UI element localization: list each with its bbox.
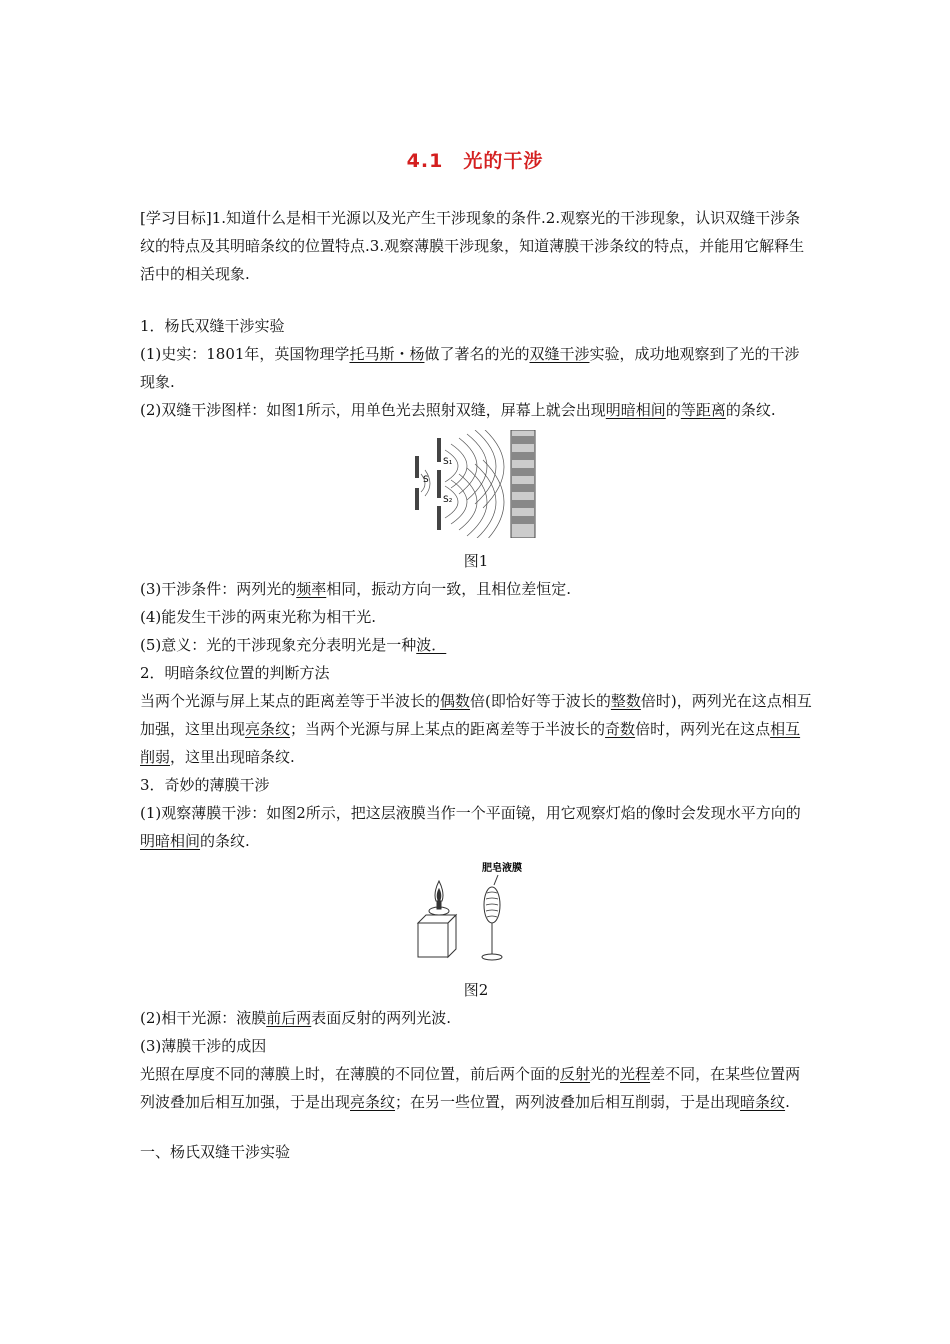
answer-blank: 明暗相间	[140, 832, 201, 850]
learning-objectives	[140, 204, 812, 288]
text-run: 当两个光源与屏上某点的距离差等于半波长的	[140, 692, 441, 710]
slit-barrier-middle	[437, 470, 441, 498]
slit-barrier-top	[437, 438, 441, 462]
s1-paragraph-4: (4)能发生干涉的两束光称为相干光.	[140, 608, 377, 626]
text-run: 光照在厚度不同的薄膜上时，在薄膜的不同位置，前后两个面的	[140, 1065, 561, 1083]
figure-1	[140, 430, 812, 547]
text-run: 倍时)，两列光在这点相互加强，这里出现	[140, 692, 812, 738]
text-run: 相同，振动方向一致，且相位差恒定.	[326, 580, 572, 598]
s1-paragraph-5	[140, 631, 812, 659]
page-title: 4.1 光的干涉	[406, 150, 544, 172]
answer-blank: 双缝干涉	[529, 345, 590, 363]
text-run: 的	[665, 401, 681, 419]
objectives-text: 1.知道什么是相干光源以及光产生干涉现象的条件.2.观察光的干涉现象，认识双缝干涉条纹的特点及其明暗条纹的位置特点.3.观察薄膜干涉现象，知道薄膜干涉条纹的特点，并能用它解释生活中的相关现象.	[140, 209, 805, 283]
text-run: (5)意义：光的干涉现象充分表明光是一种	[140, 636, 417, 654]
section-3-heading: 3．奇妙的薄膜干涉	[140, 776, 270, 794]
answer-blank: 前后两	[266, 1009, 312, 1027]
s3-paragraph-2	[140, 1004, 812, 1032]
soap-film-diagram	[406, 859, 546, 967]
s3-paragraph-1	[140, 799, 812, 855]
section-2-heading: 2．明暗条纹位置的判断方法	[140, 664, 330, 682]
text-run: 实验，成功地观察到了光的干涉现象.	[140, 345, 800, 391]
answer-blank: 亮条纹	[350, 1093, 396, 1111]
text-run: 的条纹.	[200, 832, 250, 850]
content	[140, 204, 812, 1166]
text-run: .	[785, 1093, 790, 1111]
text-run: ；在另一些位置，两列波叠加后相互削弱，于是出现	[395, 1093, 741, 1111]
answer-blank: 相互削弱	[140, 720, 801, 766]
label-s: S	[423, 475, 429, 485]
text-run: 的条纹.	[725, 401, 776, 419]
barrier-bottom	[415, 488, 419, 510]
answer-blank: 奇数	[605, 720, 636, 738]
text-run: ；当两个光源与屏上某点的距离差等于半波长的	[290, 720, 606, 738]
wave-fronts	[421, 430, 504, 538]
figure-2-caption: 图2	[463, 981, 489, 999]
double-slit-diagram	[411, 430, 541, 538]
spacer	[140, 288, 812, 312]
figure-1-caption: 图1	[463, 552, 489, 570]
text-run: 表面反射的两列光波.	[311, 1009, 452, 1027]
text-run: 光的	[590, 1065, 621, 1083]
fringe-screen	[511, 430, 535, 538]
s3-paragraph-4	[140, 1060, 812, 1116]
lamp	[418, 881, 456, 957]
answer-blank: 亮条纹	[245, 720, 291, 738]
soap-film-frame	[482, 875, 502, 960]
answer-blank: 整数	[610, 692, 641, 710]
s1-paragraph-3	[140, 575, 812, 603]
figure-2	[140, 859, 812, 976]
s2-paragraph-1	[140, 687, 812, 771]
text-run: (1)史实：1801年，英国物理学	[140, 345, 350, 363]
label-s2: S₂	[443, 495, 453, 505]
text-run: 做了著名的光的	[424, 345, 530, 363]
answer-blank: 反射	[560, 1065, 591, 1083]
s1-paragraph-1	[140, 340, 812, 396]
section-1-heading: 1．杨氏双缝干涉实验	[140, 317, 285, 335]
objectives-tag: [学习目标]	[140, 209, 212, 227]
barrier-top	[415, 456, 419, 478]
text-run: ，这里出现暗条纹.	[170, 748, 295, 766]
text-run: 倍时，两列光在这点	[635, 720, 771, 738]
text-run: 差不同，在某些位置两列波叠加后相互加强，于是出现	[140, 1065, 801, 1111]
s1-paragraph-2	[140, 396, 812, 424]
answer-blank: 等距离	[680, 401, 726, 419]
text-run: (2)相干光源：液膜	[140, 1009, 267, 1027]
answer-blank: 暗条纹	[740, 1093, 786, 1111]
label-s1: S₁	[443, 457, 453, 467]
answer-blank: 偶数	[440, 692, 471, 710]
answer-blank: 托马斯・杨	[349, 345, 425, 363]
soap-film-label: 肥皂液膜	[482, 863, 522, 874]
section-one-heading: 一、杨氏双缝干涉实验	[140, 1143, 291, 1161]
text-run: (3)干涉条件：两列光的	[140, 580, 297, 598]
answer-blank: 频率	[296, 580, 327, 598]
text-run: (1)观察薄膜干涉：如图2所示，把这层液膜当作一个平面镜，用它观察灯焰的像时会发现水平方向的	[140, 804, 801, 822]
answer-blank: 波．	[416, 636, 447, 654]
text-run: 倍(即恰好等于波长的	[470, 692, 611, 710]
s3-paragraph-3: (3)薄膜干涉的成因	[140, 1037, 267, 1055]
answer-blank: 光程	[620, 1065, 651, 1083]
spacer	[140, 1116, 812, 1138]
slit-barrier-bottom	[437, 506, 441, 530]
text-run: (2)双缝干涉图样：如图1所示，用单色光去照射双缝，屏幕上就会出现	[140, 401, 606, 419]
answer-blank: 明暗相间	[605, 401, 666, 419]
